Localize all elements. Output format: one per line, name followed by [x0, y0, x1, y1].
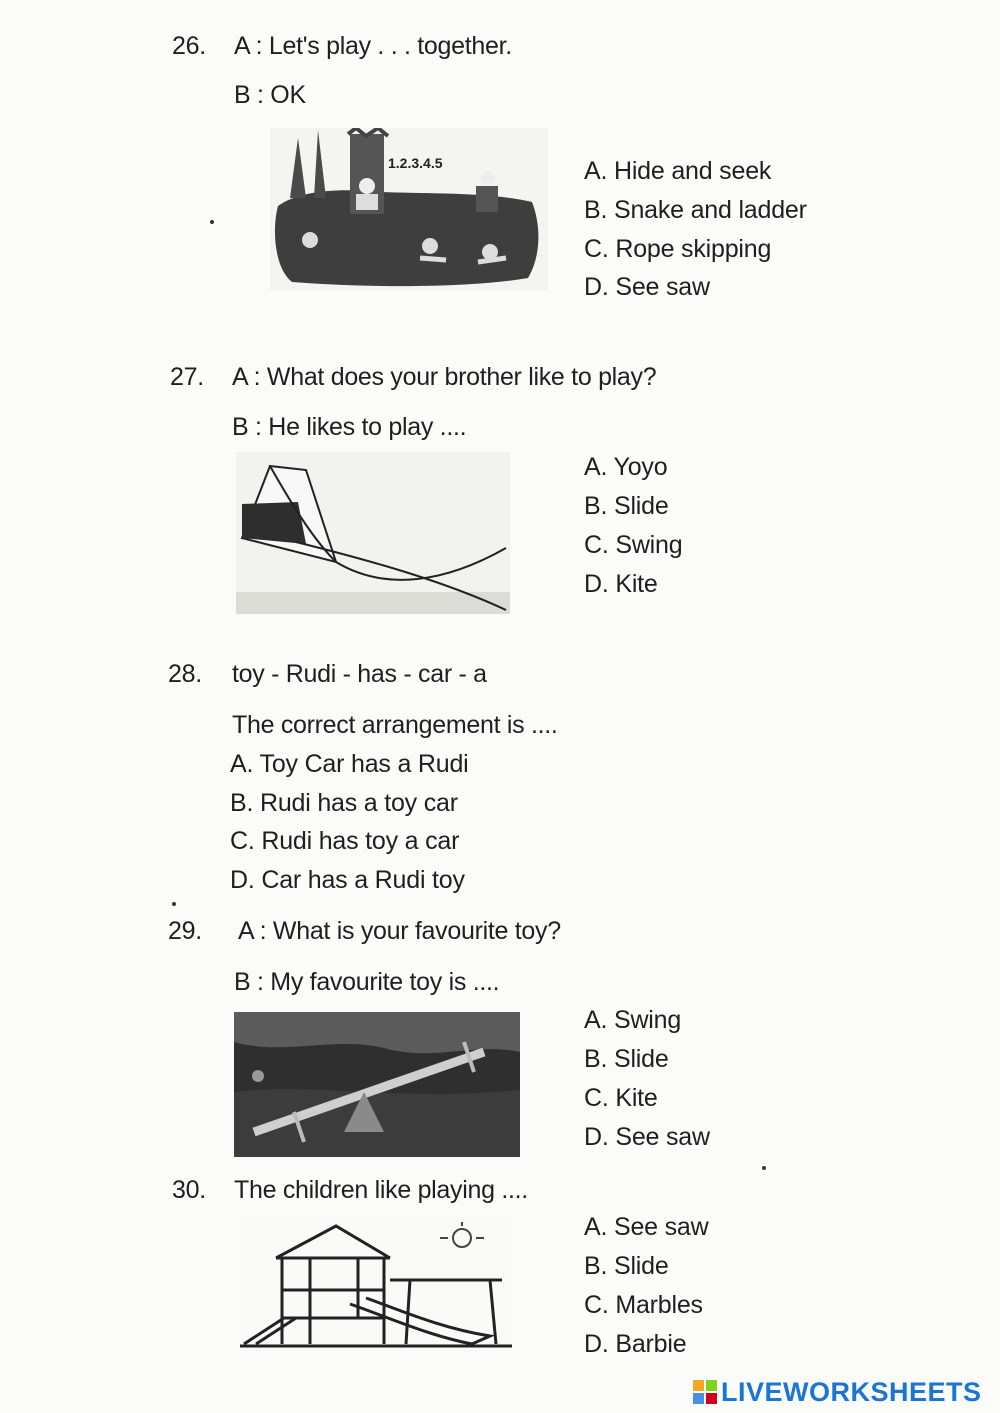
question-28-option-a[interactable]: A. Toy Car has a Rudi	[230, 750, 469, 778]
kite-picture	[236, 452, 510, 614]
liveworksheets-logo-icon	[693, 1380, 717, 1404]
question-28-prompt: The correct arrangement is ....	[232, 711, 558, 739]
question-27-option-d[interactable]: D. Kite	[584, 570, 658, 598]
question-30-option-a[interactable]: A. See saw	[584, 1213, 709, 1241]
hide-and-seek-picture	[270, 128, 548, 290]
question-29-option-b[interactable]: B. Slide	[584, 1045, 669, 1073]
question-30-option-b[interactable]: B. Slide	[584, 1252, 669, 1280]
question-26-line-b: B : OK	[234, 81, 306, 109]
question-28-option-b[interactable]: B. Rudi has a toy car	[230, 789, 458, 817]
question-27-line-b: B : He likes to play ....	[232, 413, 467, 441]
question-29-option-d[interactable]: D. See saw	[584, 1123, 710, 1151]
liveworksheets-watermark	[693, 1378, 982, 1406]
question-28-option-c[interactable]: C. Rudi has toy a car	[230, 827, 460, 855]
brand-name: LIVEWORKSHEETS	[721, 1376, 982, 1407]
question-27-option-c[interactable]: C. Swing	[584, 531, 683, 559]
question-27-number: 27.	[170, 363, 204, 391]
question-26-line-a: A : Let's play . . . together.	[234, 32, 512, 60]
question-27-option-a[interactable]: A. Yoyo	[584, 453, 668, 481]
question-29-line-a: A : What is your favourite toy?	[238, 917, 561, 945]
question-29-option-c[interactable]: C. Kite	[584, 1084, 658, 1112]
question-30-line: The children like playing ....	[234, 1176, 528, 1204]
question-26-number: 26.	[172, 32, 206, 60]
scan-speck	[762, 1166, 766, 1170]
question-28-number: 28.	[168, 660, 202, 688]
scan-speck	[210, 220, 214, 224]
slide-playground-picture	[240, 1218, 512, 1354]
question-27-line-a: A : What does your brother like to play?	[232, 363, 657, 391]
question-30-option-d[interactable]: D. Barbie	[584, 1330, 687, 1358]
question-28-words: toy - Rudi - has - car - a	[232, 660, 487, 688]
question-28-option-d[interactable]: D. Car has a Rudi toy	[230, 866, 465, 894]
question-26-option-b[interactable]: B. Snake and ladder	[584, 196, 807, 224]
question-30-option-c[interactable]: C. Marbles	[584, 1291, 703, 1319]
question-26-option-d[interactable]: D. See saw	[584, 273, 710, 301]
question-27-option-b[interactable]: B. Slide	[584, 492, 669, 520]
scan-speck	[172, 902, 176, 906]
question-29-line-b: B : My favourite toy is ....	[234, 968, 500, 996]
question-29-number: 29.	[168, 917, 202, 945]
see-saw-picture	[234, 1012, 520, 1157]
question-26-option-a[interactable]: A. Hide and seek	[584, 157, 772, 185]
question-30-number: 30.	[172, 1176, 206, 1204]
question-26-option-c[interactable]: C. Rope skipping	[584, 235, 772, 263]
counting-label: 1.2.3.4.5	[388, 155, 443, 171]
question-29-option-a[interactable]: A. Swing	[584, 1006, 682, 1034]
